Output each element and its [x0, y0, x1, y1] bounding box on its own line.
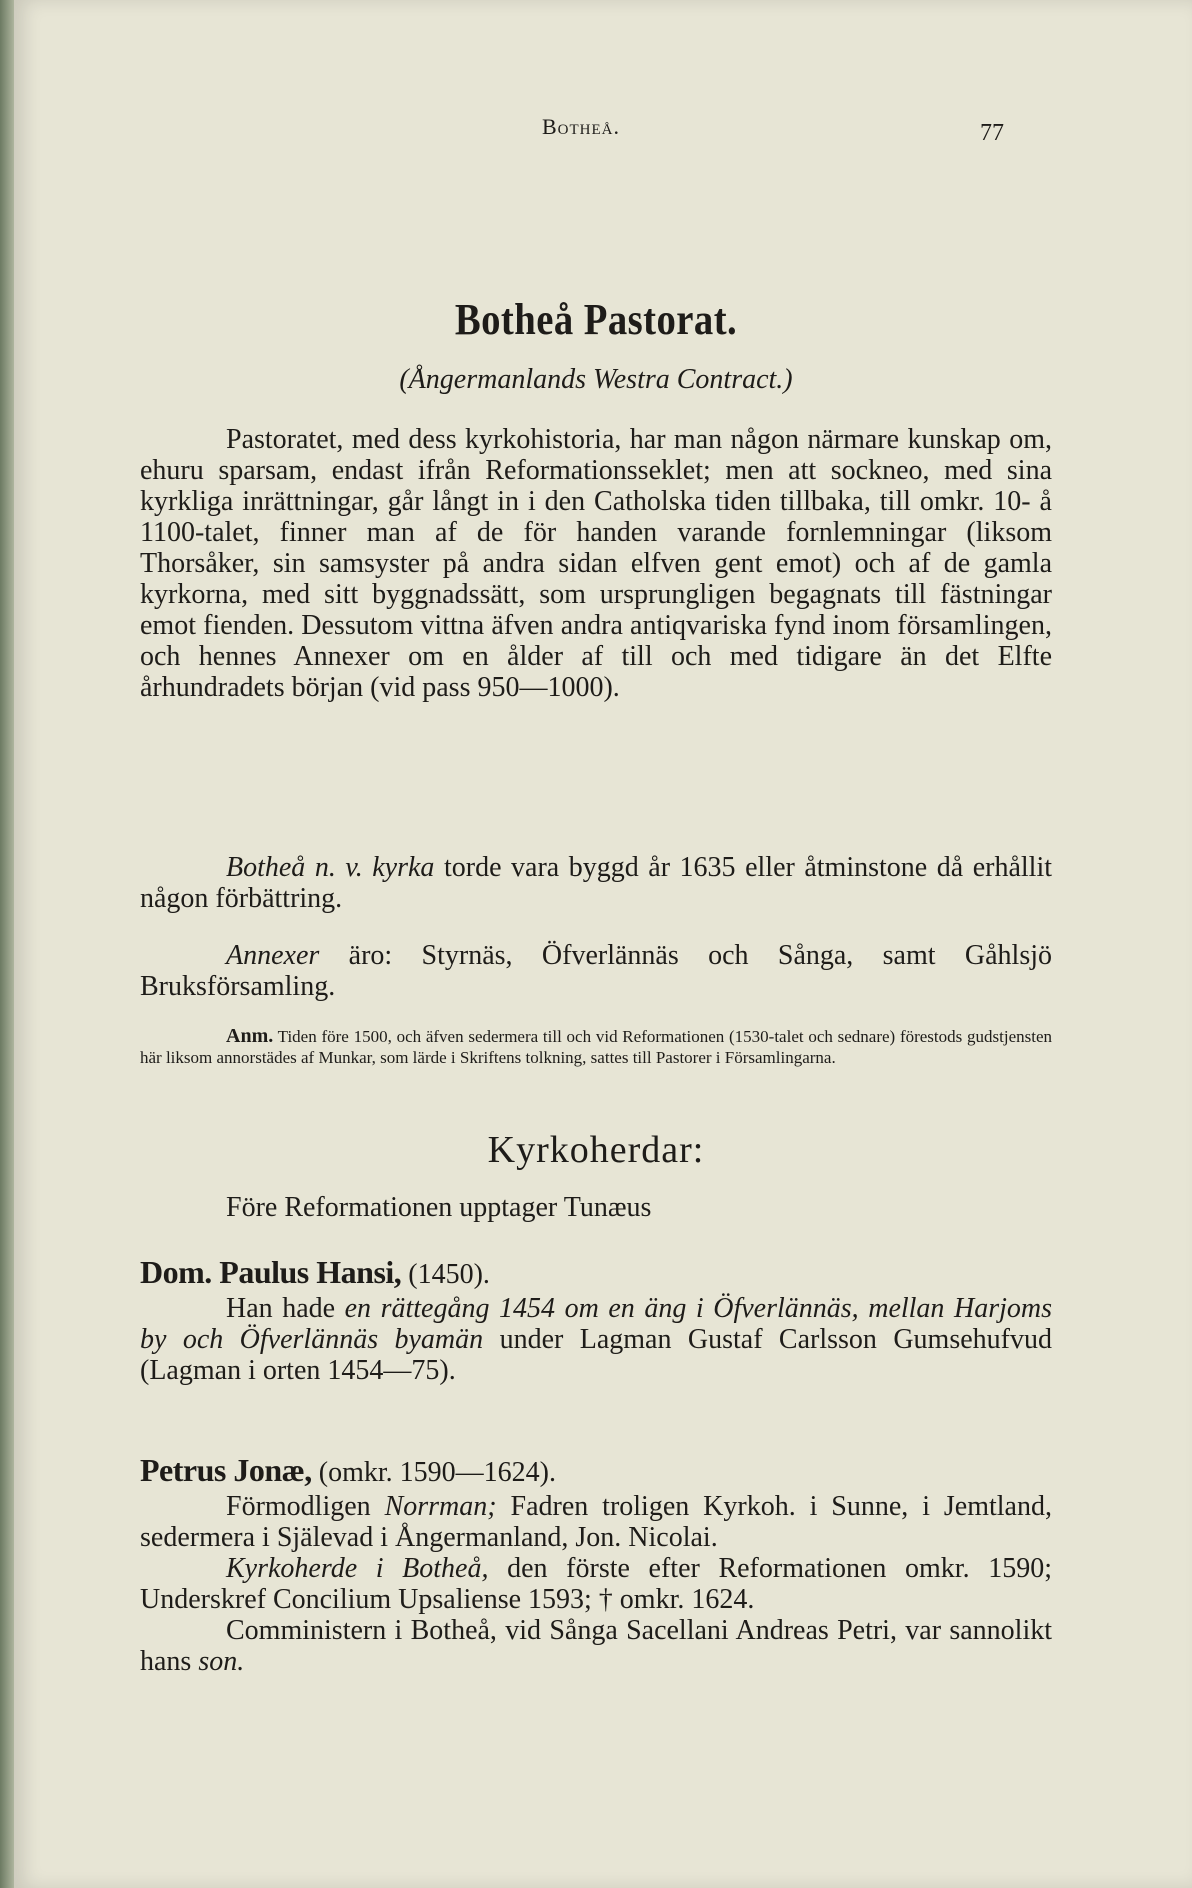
entry-heading — [140, 1254, 1052, 1293]
page-header — [0, 114, 1192, 154]
page-title: Botheå Pastorat. — [454, 295, 738, 344]
book-binding-edge — [0, 0, 14, 1888]
entry-italic: en rättegång 1454 om en äng i Öfverlännäs, mellan Harjoms by och Öfverlännäs byamän — [140, 1293, 1052, 1355]
church-paragraph — [140, 852, 1052, 914]
entry-italic: Kyrkoherde i Botheå, — [226, 1553, 489, 1584]
entry-paragraph-1 — [140, 1491, 1052, 1553]
annexer-paragraph — [140, 940, 1052, 1002]
entry-paragraph-3 — [140, 1615, 1052, 1677]
note-block — [140, 1026, 1052, 1068]
annexer-italic: Annexer — [226, 940, 320, 971]
before-reformation-text: Före Reformationen upptager Tunæus — [226, 1192, 652, 1223]
entry-text: Han hade — [226, 1293, 345, 1324]
entry-petrus — [140, 1452, 1052, 1677]
entry-name: Dom. Paulus Hansi, — [140, 1254, 402, 1290]
note-text: Tiden före 1500, och äfven sedermera till och vid Reformationen (1530-talet och sednare) förestods gudstjensten här liksom annorstädes af Munkar, som lärde i Skriftens tolkning, sattes till Pastorer i Församlingarna. — [140, 1027, 1052, 1067]
annexer-block — [140, 940, 1052, 1002]
intro-paragraph: Pastoratet, med dess kyrkohistoria, har man någon närmare kunskap om, ehuru sparsam, endast ifrån Reformationsseklet; men att sockneo, med sina kyrkliga inrättningar, går långt in i den Catholska tiden tillbaka, till omkr. 10- å 1100-talet, finner man af de för handen varande fornlemningar (liksom Thorsåker, sin samsyster på andra sidan elfven gent emot) och af de gamla kyrkorna, med sitt byggnadssätt, som ursprungligen begagnats till fästningar emot fienden. Dessutom vittna äfven andra antiqvariska fynd inom församlingen, och hennes Annexer om en ålder af till och med tidigare än det Elfte århundradets början (vid pass 950—1000). — [140, 424, 1052, 703]
entry-text: Förmodligen — [226, 1491, 385, 1522]
entry-text-after: den förste efter Reformationen omkr. 1590; Underskref Concilium Upsaliense 1593; † omkr. 1624. — [140, 1553, 1052, 1615]
entry-text-after: under Lagman Gustaf Carlsson Gumsehufvud (Lagman i orten 1454—75). — [140, 1324, 1052, 1386]
entry-text-after: Fadren troligen Kyrkoh. i Sunne, i Jemtland, sedermera i Själevad i Ångermanland, Jon. Nicolai. — [140, 1491, 1052, 1553]
intro-block — [140, 424, 1052, 703]
running-head: Botheå. — [542, 114, 620, 139]
church-text: torde vara byggd år 1635 eller åtminstone då erhållit någon förbättring. — [140, 852, 1053, 914]
entry-paulus — [140, 1254, 1052, 1386]
entry-name: Petrus Jonæ, — [140, 1452, 312, 1488]
entry-paragraph-2 — [140, 1553, 1052, 1615]
note-lead: Anm. — [226, 1025, 274, 1047]
entry-dates: (omkr. 1590—1624). — [311, 1457, 556, 1488]
entry-italic: son. — [198, 1646, 245, 1677]
church-italic: Botheå n. v. kyrka — [226, 852, 435, 883]
entry-dates: (1450). — [401, 1259, 490, 1290]
note-paragraph — [140, 1026, 1052, 1068]
page-number: 77 — [980, 120, 1004, 146]
annexer-text: äro: Styrnäs, Öfverlännäs och Sånga, samt Gåhlsjö Bruksförsamling. — [140, 940, 1052, 1002]
entry-paragraph — [140, 1293, 1052, 1386]
section-title: Kyrkoherdar: — [487, 1129, 705, 1171]
entry-text: Comministern i Botheå, vid Sånga Sacellani Andreas Petri, var sannolikt hans — [140, 1615, 1052, 1677]
entry-heading — [140, 1452, 1052, 1491]
entry-italic: Norrman; — [384, 1491, 497, 1522]
page-subtitle: (Ångermanlands Westra Contract.) — [399, 364, 793, 395]
before-reformation-block — [140, 1192, 1052, 1223]
church-block — [140, 852, 1052, 914]
